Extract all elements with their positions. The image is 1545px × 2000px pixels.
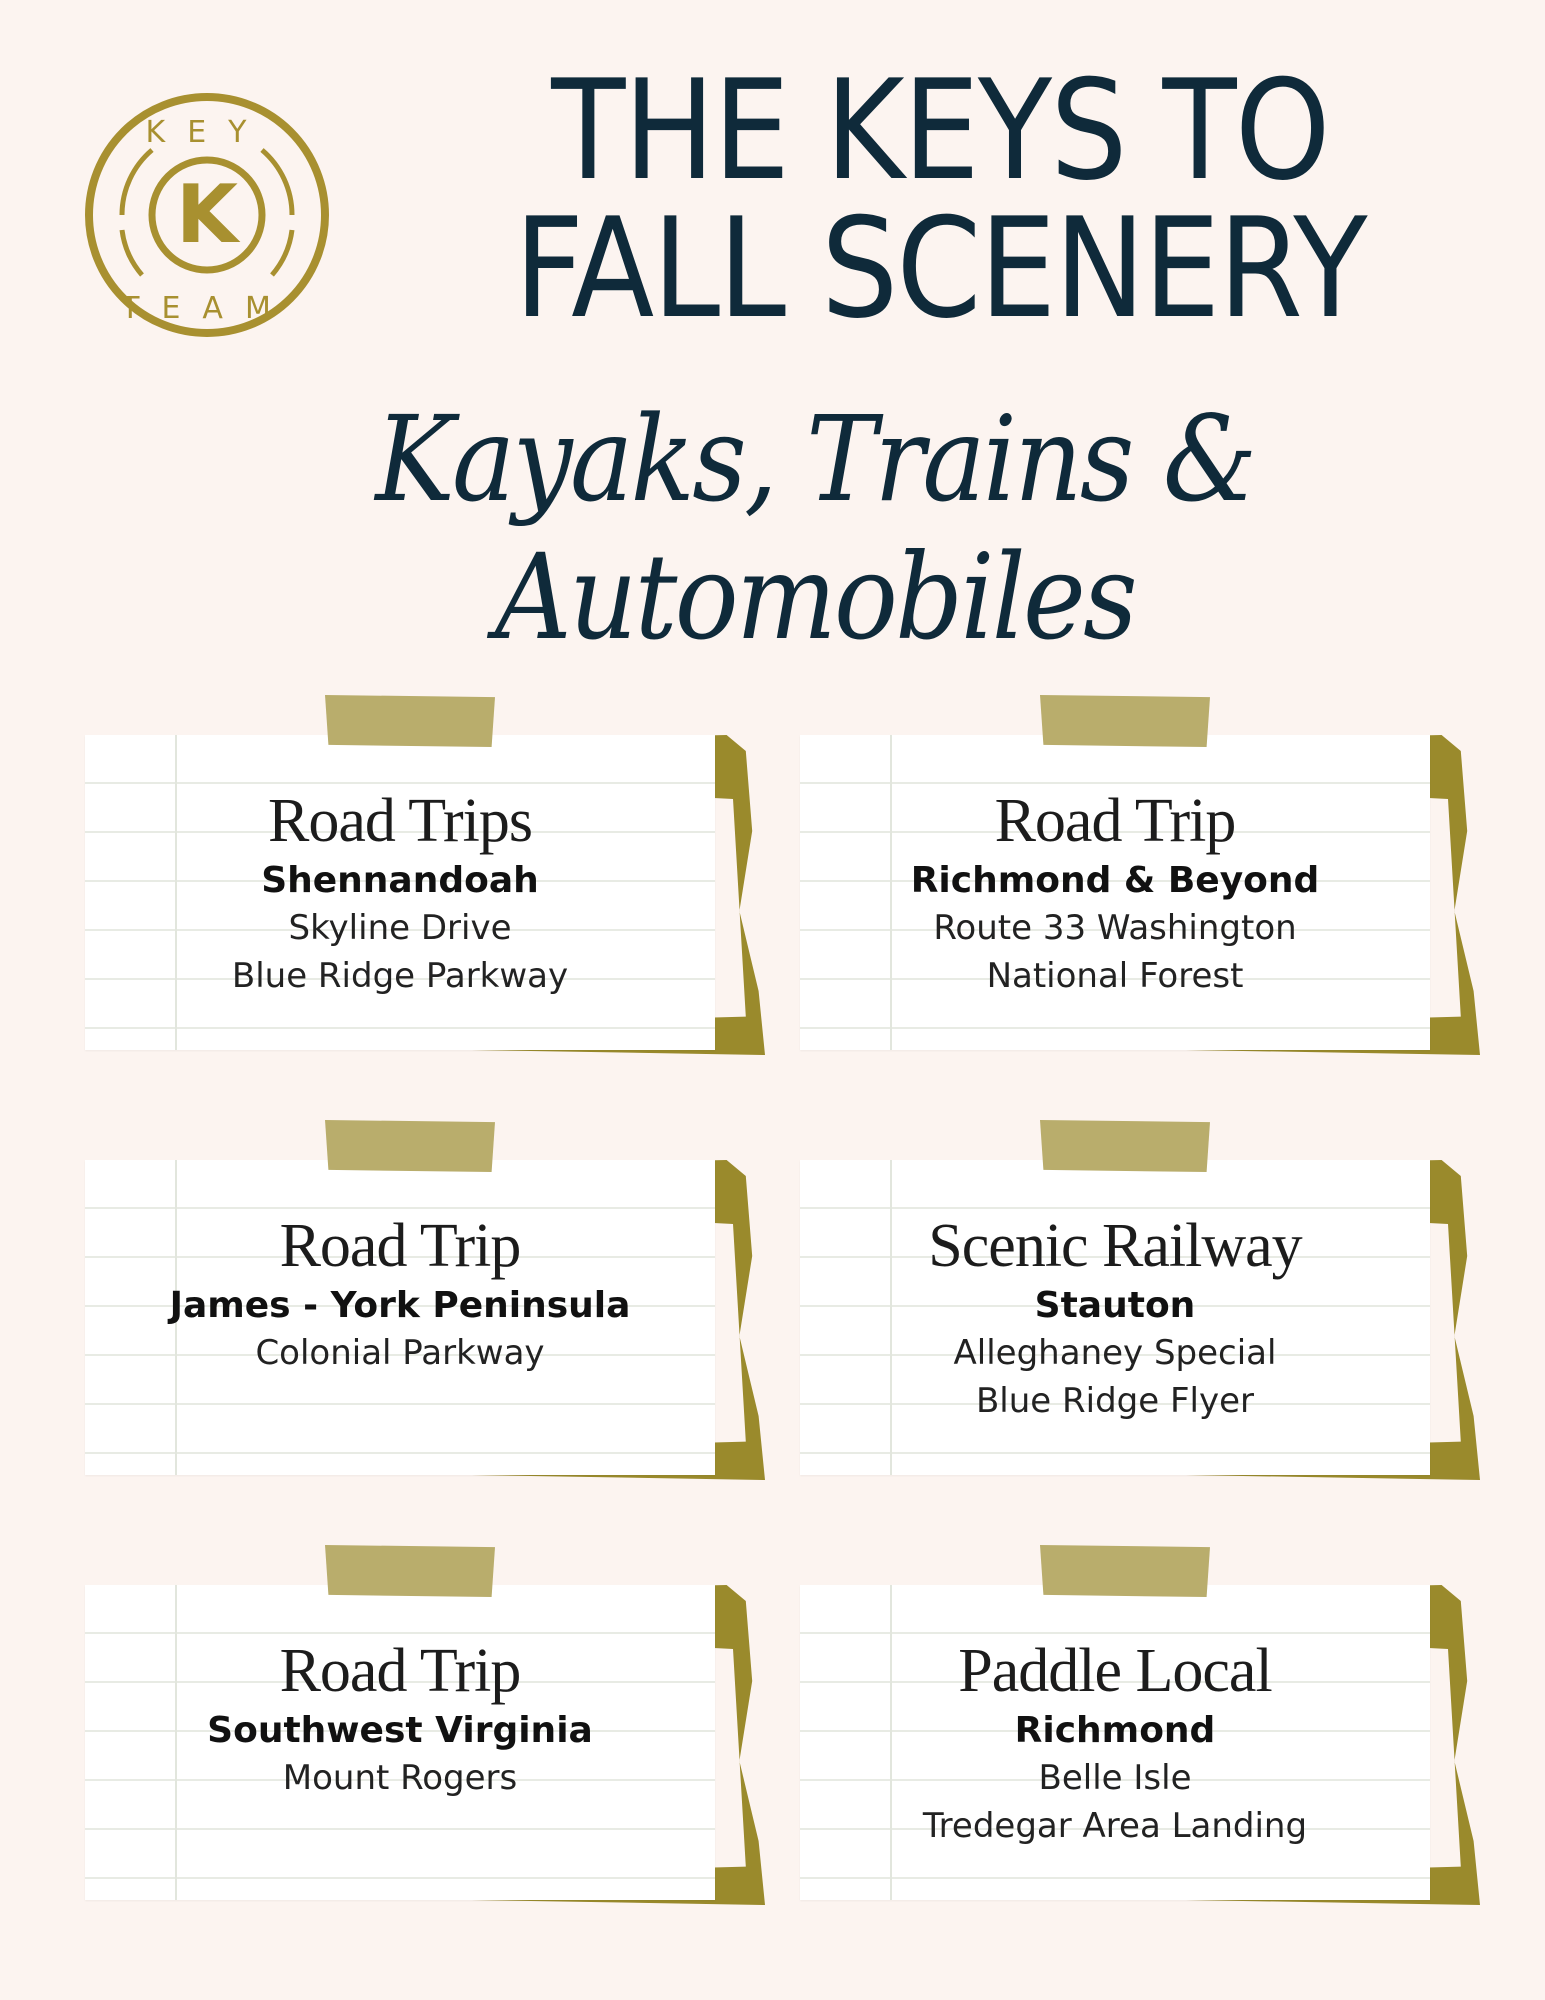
card-scenic-railway — [800, 1120, 1475, 1490]
card-place: James - York Peninsula — [169, 1285, 631, 1326]
tape-strip — [325, 1545, 495, 1597]
card-line: Tredegar Area Landing — [922, 1806, 1308, 1846]
card-place: Richmond & Beyond — [910, 860, 1320, 901]
card-road-trips — [85, 695, 760, 1065]
card-line: Blue Ridge Parkway — [231, 956, 569, 996]
tape-strip — [1040, 695, 1210, 747]
card-heading: Road Trip — [994, 787, 1236, 855]
tape-strip — [1040, 1545, 1210, 1597]
title-line-2: FALL SCENERY — [514, 188, 1366, 349]
card-heading: Road Trip — [279, 1637, 521, 1705]
card-place: Stauton — [1034, 1285, 1196, 1326]
card-heading: Paddle Local — [958, 1637, 1272, 1705]
card-line: Mount Rogers — [282, 1758, 518, 1798]
card-place: Southwest Virginia — [207, 1710, 593, 1751]
card-heading: Scenic Railway — [928, 1212, 1302, 1280]
card-place: Shennandoah — [261, 860, 539, 901]
tape-strip — [1040, 1120, 1210, 1172]
card-line: Colonial Parkway — [255, 1333, 545, 1373]
tape-strip — [325, 1120, 495, 1172]
key-team-logo — [82, 90, 332, 340]
card-line: Route 33 Washington — [933, 908, 1297, 948]
card-place: Richmond — [1014, 1710, 1216, 1751]
card-line: National Forest — [986, 956, 1244, 996]
logo-bottom-text: TEAM — [121, 291, 293, 326]
card-heading: Road Trips — [268, 787, 532, 855]
logo-top-text: KEY — [145, 115, 269, 150]
tape-strip — [325, 695, 495, 747]
card-road-trip-richmond — [800, 695, 1475, 1065]
card-line: Skyline Drive — [288, 908, 512, 948]
card-heading: Road Trip — [279, 1212, 521, 1280]
card-line: Blue Ridge Flyer — [975, 1381, 1255, 1421]
card-road-trip-southwest — [85, 1545, 760, 1915]
card-line: Alleghaney Special — [953, 1333, 1277, 1373]
logo-monogram: K — [176, 168, 238, 261]
card-paddle-local — [800, 1545, 1475, 1915]
card-road-trip-james-york — [85, 1120, 760, 1490]
subtitle-script: Kayaks, Trains & Automobiles — [375, 390, 1255, 666]
title-line-1: THE KEYS TO — [551, 50, 1329, 211]
card-line: Belle Isle — [1038, 1758, 1192, 1798]
